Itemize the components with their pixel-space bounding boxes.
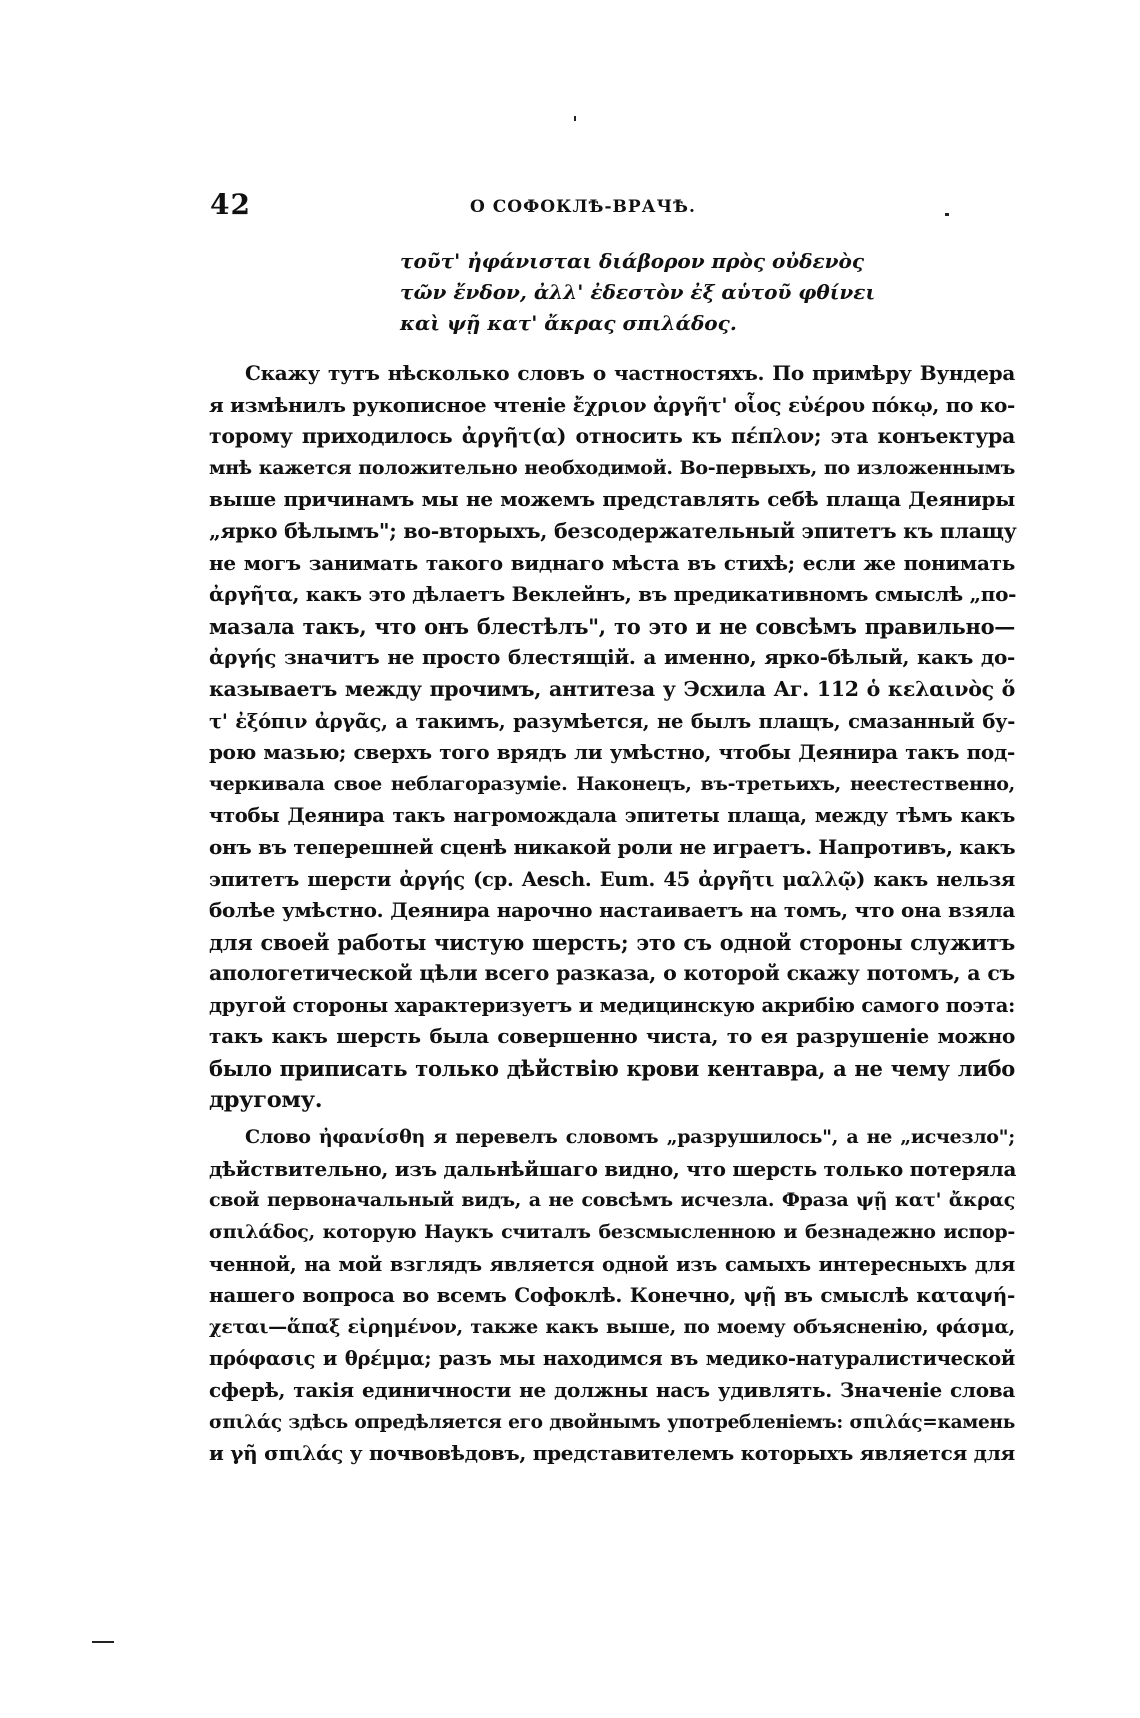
quote-line: τῶν ἔνδον, ἀλλ' ἐδεστὸν ἐξ αὑτοῦ φθίνει bbox=[400, 280, 876, 304]
running-head: О СОФОКЛѢ-ВРАЧѢ. bbox=[470, 197, 696, 217]
scan-speck bbox=[92, 1641, 114, 1643]
text-line: такъ какъ шерсть была совершенно чиста, то ея разрушеніе можно bbox=[209, 1024, 1015, 1049]
text-line: для своей работы чистую шерсть; это съ одной стороны служитъ bbox=[209, 929, 1015, 955]
text-line: казываетъ между прочимъ, антитеза у Эсхила Аг. 112 ὁ κελαινὸς ὅ bbox=[209, 676, 1015, 701]
page-number: 42 bbox=[210, 188, 251, 221]
text-line: мнѣ кажется положительно необходимой. Во-первыхъ, по изложеннымъ bbox=[209, 456, 1015, 479]
text-line: другому. bbox=[209, 1086, 323, 1113]
text-line: эпитетъ шерсти ἀργής (ср. Aesch. Eum. 45 ἀργῆτι μαλλῷ) какъ нельзя bbox=[209, 867, 1015, 891]
text-line: нашего вопроса во всемъ Софоклѣ. Конечно, ψῇ въ смыслѣ καταψή- bbox=[209, 1283, 1015, 1308]
text-line: „ярко бѣлымъ"; во-вторыхъ, безсодержательный эпитетъ къ плащу bbox=[209, 518, 1017, 543]
text-line: свой первоначальный видъ, а не совсѣмъ исчезла. Фраза ψῇ κατ' ἄκρας bbox=[209, 1189, 1015, 1212]
text-line: торому приходилось ἀργῆτ(α) относить къ πέπλον; эта конъектура bbox=[209, 424, 1015, 449]
text-line: не могъ занимать такого виднаго мѣста въ стихѣ; если же понимать bbox=[209, 550, 1015, 575]
paragraph-1 bbox=[209, 358, 1015, 1116]
text-line: болѣе умѣстно. Деянира нарочно настаиваетъ на томъ, что она взяла bbox=[209, 898, 1015, 923]
text-line: выше причинамъ мы не можемъ представлять себѣ плаща Деяниры bbox=[209, 487, 1015, 512]
text-line: Скажу тутъ нѣсколько словъ о частностяхъ. По примѣру Вундера bbox=[245, 361, 1015, 385]
text-line: мазала такъ, что онъ блестѣлъ", то это и не совсѣмъ правильно— bbox=[209, 613, 1015, 639]
text-line: было приписать только дѣйствію крови кентавра, а не чему либо bbox=[209, 1056, 1015, 1082]
text-line: я измѣнилъ рукописное чтеніе ἔχριον ἀργῆτ' οἷος εὐέρου πόκῳ, по ко- bbox=[209, 392, 1015, 417]
main-text bbox=[209, 358, 1015, 1470]
text-line: ἀργής значитъ не просто блестящій. а именно, ярко-бѣлый, какъ до- bbox=[209, 645, 1015, 670]
text-line: сферѣ, такія единичности не должны насъ удивлять. Значеніе слова bbox=[209, 1378, 1015, 1402]
quote-line: καὶ ψῇ κατ' ἄκρας σπιλάδος. bbox=[400, 311, 737, 335]
text-line: онъ въ теперешней сценѣ никакой роли не играетъ. Напротивъ, какъ bbox=[209, 834, 1016, 859]
text-line: ченной, на мой взглядъ является одной изъ самыхъ интересныхъ для bbox=[209, 1252, 1015, 1276]
text-line: черкивала свое неблагоразуміе. Наконецъ, въ-третьихъ, неестественно, bbox=[209, 772, 1015, 795]
text-line: τ' ἐξόπιν ἀργᾶς, а такимъ, разумѣется, не былъ плащъ, смазанный бу- bbox=[209, 709, 1015, 733]
text-line: другой стороны характеризуетъ и медицинскую акрибію самого поэта: bbox=[209, 993, 1015, 1017]
text-line: σπιλάς здѣсь опредѣляется его двойнымъ употребленіемъ: σπιλάς=камень bbox=[209, 1411, 1015, 1433]
text-line: σπιλάδος, которую Наукъ считалъ безсмысленною и безнадежно испор- bbox=[209, 1221, 1015, 1244]
text-line: ἀργῆτα, какъ это дѣлаетъ Веклейнъ, въ предикативномъ смыслѣ „по- bbox=[209, 582, 1017, 607]
quote-line: τοῦτ' ἠφάνισται διάβορον πρὸς οὐδενὸς bbox=[400, 249, 865, 273]
text-line: χεται—ἅπαξ εἰρημένον, также какъ выше, по моему объясненію, φάσμα, bbox=[209, 1315, 1015, 1338]
text-line: πρόφασις и θρέμμα; разъ мы находимся въ медико-натуралистической bbox=[209, 1347, 1015, 1371]
greek-quote bbox=[400, 246, 876, 339]
text-line: рою мазью; сверхъ того врядъ ли умѣстно, чтобы Деянира такъ под- bbox=[209, 740, 1015, 765]
text-line: чтобы Деянира такъ нагромождала эпитеты плаща, между тѣмъ какъ bbox=[209, 804, 1015, 828]
scan-speck bbox=[574, 116, 576, 121]
text-line: Слово ἠφανίσθη я перевелъ словомъ „разрушилось", а не „исчезло"; bbox=[245, 1126, 1015, 1149]
paragraph-2 bbox=[209, 1122, 1015, 1470]
text-line: апологетической цѣли всего разказа, о которой скажу потомъ, а съ bbox=[209, 961, 1015, 986]
text-line: дѣйствительно, изъ дальнѣйшаго видно, что шерсть только потеряла bbox=[209, 1156, 1017, 1181]
text-line: и γῆ σπιλάς у почвовѣдовъ, представителемъ которыхъ является для bbox=[209, 1441, 1015, 1466]
scan-speck bbox=[945, 213, 949, 216]
